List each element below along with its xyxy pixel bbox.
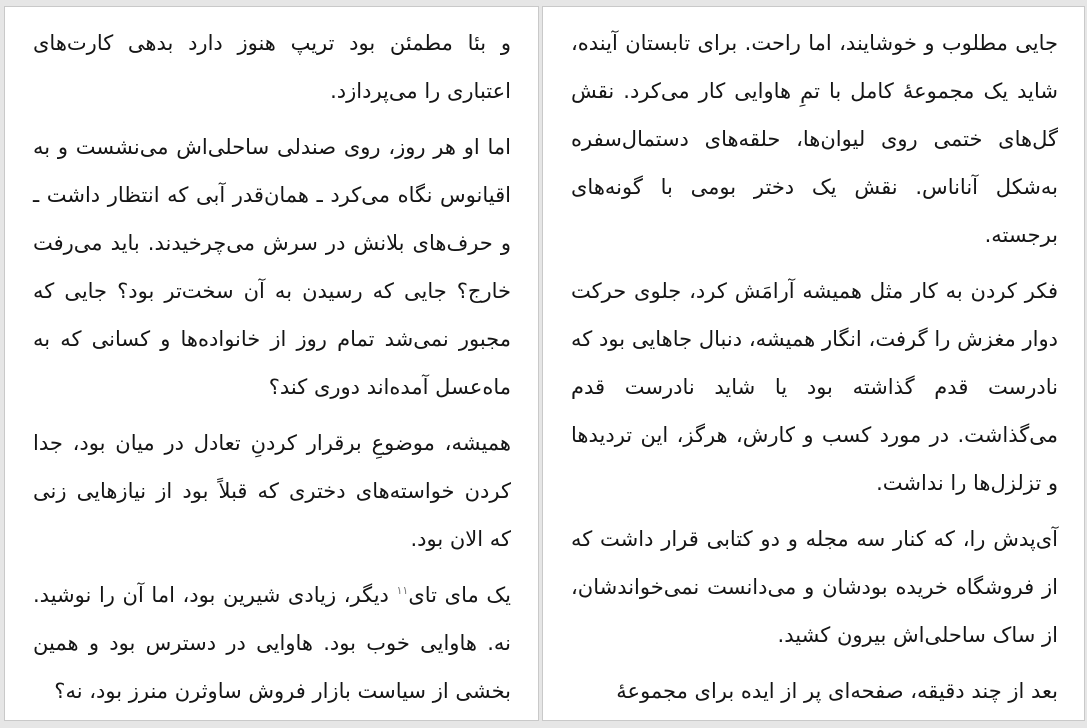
text-span: دیگر، زیادی شیرین بود، اما آن را نوشید. نه. هاوایی خوب بود. هاوایی در دسترس بود و همین بخشی از سیاست بازار فروش ساوثرن منرز بود، نه؟ — [33, 583, 511, 703]
paragraph-with-footnote — [33, 571, 511, 715]
paragraph: آی‌پدش را، که کنار سه مجله و دو کتابی قرار داشت که از فروشگاه خریده بودشان و می‌دانست نمی‌خواندشان، از ساک ساحلی‌اش بیرون کشید. — [571, 527, 1058, 647]
paragraph: جایی مطلوب و خوشایند، اما راحت. برای تابستان آینده، شاید یک مجموعهٔ کامل با تمِ هاوایی کار می‌کرد. نقش گل‌های ختمی روی لیوان‌ها، حلقه‌های دستمال‌سفره به‌شکل آناناس. نقش یک دختر بومی با گونه‌های برجسته. — [571, 31, 1058, 247]
right-page-text — [571, 19, 1058, 721]
paragraph: و بئا مطمئن بود تریپ هنوز دارد بدهی کارت‌های اعتباری را می‌پردازد. — [33, 31, 511, 103]
paragraph: بعد از چند دقیقه، صفحه‌ای پر از ایده برای مجموعهٔ — [616, 679, 1058, 703]
footnote-marker[interactable]: ۱۱ — [396, 584, 409, 597]
paragraph: اما او هر روز، روی صندلی ساحلی‌اش می‌نشست و به اقیانوس نگاه می‌کرد ـ همان‌قدر آبی که انتظار داشت ـ و حرف‌های بلانش در سرش می‌چرخیدند. باید می‌رفت خارج؟ جایی که رسیدن به آن سخت‌تر بود؟ جایی که مجبور نمی‌شد تمام روز از خانواده‌ها و کسانی که به ماه‌عسل آمده‌اند دوری کند؟ — [33, 135, 511, 399]
left-page-text — [33, 19, 511, 721]
right-page — [542, 6, 1085, 721]
paragraph: همیشه، موضوعِ برقرار کردنِ تعادل در میان بود، جدا کردن خواسته‌های دختری که قبلاً بود از نیازهایی زنی که الان بود. — [33, 431, 511, 551]
text-span: یک مای تای — [408, 583, 511, 607]
paragraph: فکر کردن به کار مثل همیشه آرامَش کرد، جلوی حرکت دوار مغزش را گرفت، انگار همیشه، دنبال جاهایی بود که نادرست قدم گذاشته بود یا شاید نادرست قدم می‌گذاشت. در مورد کسب و کارش، هرگز، این تردیدها و تزلزل‌ها را نداشت. — [571, 279, 1058, 495]
left-page — [4, 6, 539, 721]
